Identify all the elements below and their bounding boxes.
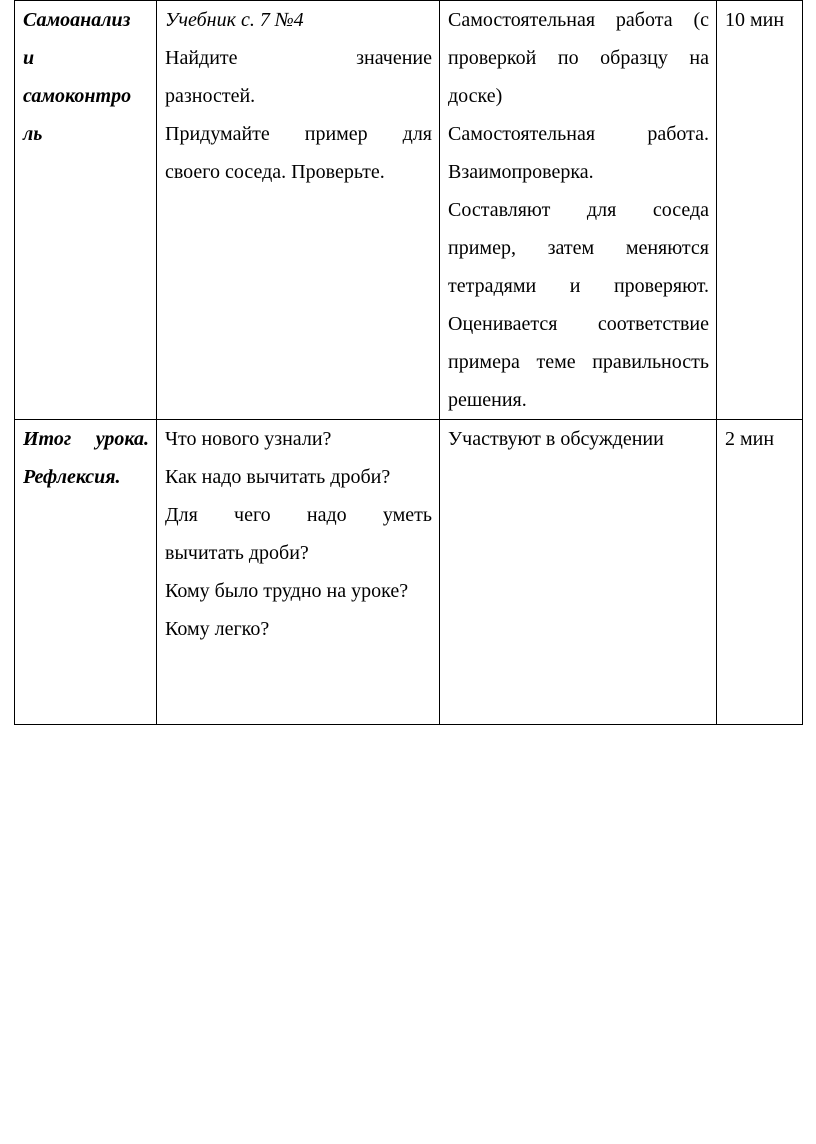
student-text-line: Оценивается соответствие [448, 313, 709, 335]
student-text-line: Самостоятельная работа. [448, 123, 709, 145]
duration-cell [717, 1, 803, 420]
student-text-line: Составляют для соседа [448, 199, 709, 221]
stage-cell [15, 420, 157, 725]
teacher-text-line: Кому легко? [165, 618, 270, 640]
table-row [15, 1, 803, 420]
student-text-line: пример, затем меняются [448, 237, 709, 259]
teacher-activity-cell [157, 420, 440, 725]
teacher-text-line: Как надо вычитать дроби? [165, 466, 391, 488]
student-text-line: Самостоятельная работа (с [448, 9, 709, 31]
student-text-line: проверкой по образцу на [448, 47, 709, 69]
teacher-activity-cell [157, 1, 440, 420]
teacher-text-line: своего соседа. Проверьте. [165, 161, 385, 183]
teacher-text-line: Придумайте пример для [165, 123, 432, 145]
duration-cell [717, 420, 803, 725]
student-activity-cell [440, 420, 717, 725]
teacher-text-line: Кому было трудно на уроке? [165, 580, 409, 602]
stage-title-line: Итог урока. [23, 428, 149, 450]
lesson-plan-table [14, 0, 803, 725]
teacher-text-line: Что нового узнали? [165, 428, 332, 450]
textbook-reference: Учебник с. 7 №4 [165, 9, 304, 31]
table-row [15, 420, 803, 725]
stage-title-line: самоконтро [23, 85, 132, 107]
teacher-text-line: разностей. [165, 85, 256, 107]
teacher-text-line: Для чего надо уметь [165, 504, 432, 526]
stage-title-line: Самоанализ [23, 9, 131, 31]
student-text-line: доске) [448, 85, 503, 107]
stage-title-line: ль [23, 123, 43, 145]
student-text-line: решения. [448, 389, 527, 411]
student-text-line: Взаимопроверка. [448, 161, 594, 183]
student-activity-cell [440, 1, 717, 420]
student-text-line: примера теме правильность [448, 351, 709, 373]
stage-title-line: Рефлексия. [23, 466, 121, 488]
duration-value: 10 мин [725, 9, 785, 31]
student-text-line: Участвуют в обсуждении [448, 428, 664, 450]
student-text-line: тетрадями и проверяют. [448, 275, 709, 297]
stage-cell [15, 1, 157, 420]
teacher-text-line: Найдите значение [165, 47, 432, 69]
teacher-text-line: вычитать дроби? [165, 542, 309, 564]
stage-title-line: и [23, 47, 35, 69]
duration-value: 2 мин [725, 428, 775, 450]
